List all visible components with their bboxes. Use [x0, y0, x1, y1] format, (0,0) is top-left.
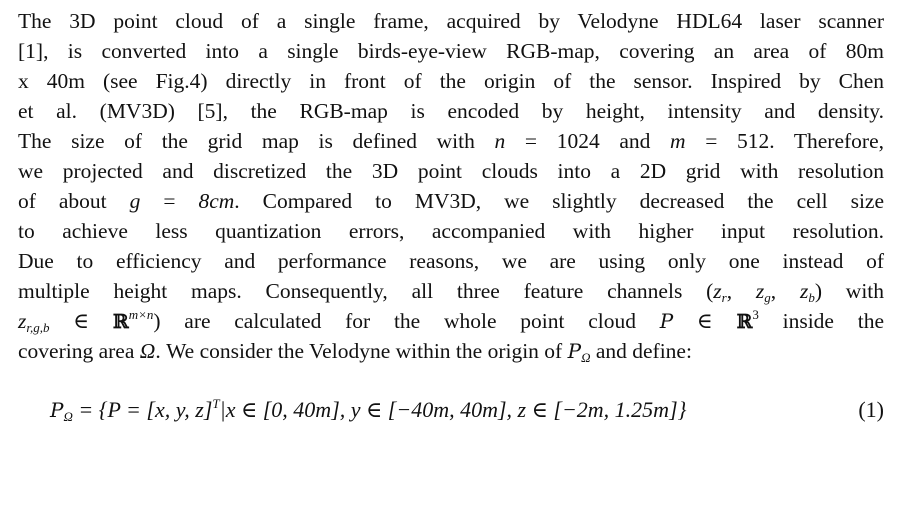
- text-line: et al. (MV3D) [5], the RGB-map is encoded by height, intensity and density.: [18, 99, 884, 123]
- math-symbol: m: [670, 129, 686, 153]
- equation: [50, 393, 884, 427]
- text-line: The 3D point cloud of a single frame, acquired by Velodyne HDL64 laser scanner: [18, 9, 884, 33]
- text-line: [1], is converted into a single birds-eye-view RGB-map, covering an area of 80m: [18, 39, 884, 63]
- math-value: 8cm: [198, 189, 235, 213]
- math-symbol: n: [494, 129, 506, 153]
- equation-body: $P_\Omega = \{P = [x$, y, z]$^T$|x ∈ [0, 40m], y ∈ [−40m, 40m], z ∈ [−2m, 1.25m]}: [50, 396, 687, 424]
- text-line: multiple height maps. Consequently, all three feature channels ($z_r$, $z_g$, $z_b$) with: [18, 279, 885, 305]
- equation-number: (1): [858, 397, 884, 422]
- math-symbol: g: [129, 189, 141, 213]
- text-line: $z_{r,g,b}$ ∈ ℝ$^{m\times n}$) are calculated for the whole point cloud P ∈ ℝ$^3$ inside the: [18, 307, 884, 335]
- text-line: covering area Ω. We consider the Velodyne within the origin of $P_\Omega$ and define:: [18, 339, 692, 365]
- text-line: we projected and discretized the 3D point clouds into a 2D grid with resolution: [18, 159, 884, 183]
- text-line: The size of the grid map is defined with n = 1024 and m = 512. Therefore,: [18, 129, 884, 153]
- text-line: Due to efficiency and performance reasons, we are using only one instead of: [18, 249, 884, 273]
- text-line: of about g = 8cm. Compared to MV3D, we slightly decreased the cell size: [18, 189, 884, 213]
- paragraph-text: [18, 6, 884, 366]
- text-line: x 40m (see Fig.4) directly in front of the origin of the sensor. Inspired by Chen: [18, 69, 884, 93]
- text-line: to achieve less quantization errors, accompanied with higher input resolution.: [18, 219, 884, 243]
